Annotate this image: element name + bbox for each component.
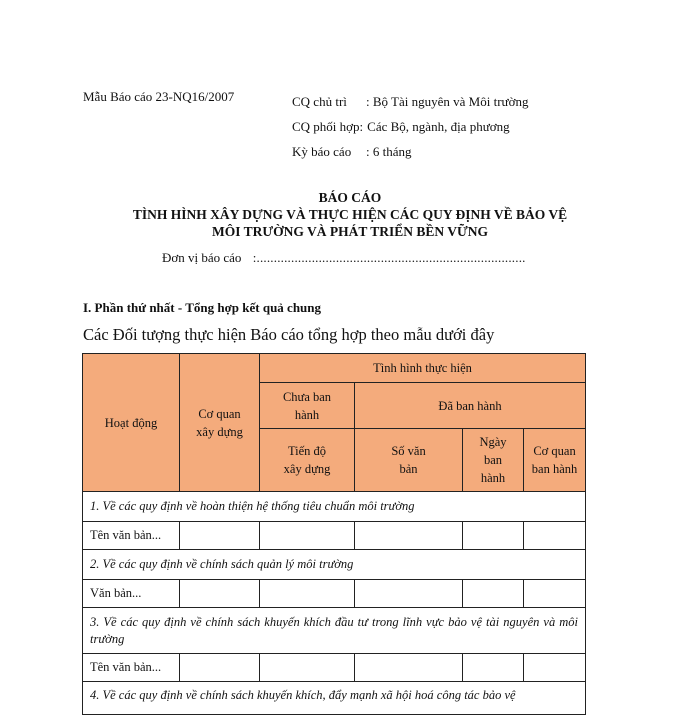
table-cell	[524, 580, 586, 608]
header-activity: Hoạt động	[83, 354, 180, 492]
category-row: 4. Về các quy định về chính sách khuyến khích, đẩy mạnh xã hội hoá công tác bảo vệ	[83, 682, 586, 715]
table-cell	[355, 654, 463, 682]
report-table	[82, 353, 586, 715]
form-code: Mẫu Báo cáo 23-NQ16/2007	[83, 89, 235, 104]
table-cell	[180, 654, 260, 682]
header-issue-date: Ngày ban hành	[463, 429, 524, 492]
table-cell	[463, 580, 524, 608]
header-status: Tình hình thực hiện	[260, 354, 586, 383]
table-cell	[260, 654, 355, 682]
meta-value: : 6 tháng	[366, 144, 412, 159]
table-cell	[180, 580, 260, 608]
meta-value: Các Bộ, ngành, địa phương	[367, 119, 510, 134]
meta-label: CQ chủ trì	[292, 94, 347, 109]
category-row: 3. Về các quy định về chính sách khuyến khích đầu tư trong lĩnh vực bảo vệ tài nguyên và môi trường	[83, 608, 586, 654]
meta-period	[292, 139, 528, 164]
meta-label: CQ phối hợp:	[292, 119, 364, 134]
header-issuing-agency: Cơ quan ban hành	[524, 429, 586, 492]
unit-label: Đơn vị báo cáo	[162, 250, 242, 265]
title-line: TÌNH HÌNH XÂY DỰNG VÀ THỰC HIỆN CÁC QUY ĐỊNH VỀ BẢO VỆ	[132, 207, 568, 222]
unit-value: :..............................................................................	[252, 250, 526, 265]
document-name-cell: Văn bản...	[83, 580, 180, 608]
header-progress: Tiến độ xây dựng	[260, 429, 355, 492]
header-doc-number: Số văn bản	[355, 429, 463, 492]
document-name-cell: Tên văn bản...	[83, 522, 180, 550]
table-cell	[463, 654, 524, 682]
reporting-unit	[162, 250, 526, 266]
category-row: 1. Về các quy định về hoàn thiện hệ thống tiêu chuẩn môi trường	[83, 492, 586, 522]
table-cell	[524, 522, 586, 550]
category-row: 2. Về các quy định về chính sách quản lý môi trường	[83, 550, 586, 580]
meta-coordinating-agency	[292, 114, 528, 139]
header-not-issued: Chưa ban hành	[260, 383, 355, 429]
section-subtitle: Các Đối tượng thực hiện Báo cáo tổng hợp theo mẫu dưới đây	[83, 325, 495, 344]
table-cell	[524, 654, 586, 682]
table-cell	[260, 522, 355, 550]
table-cell	[463, 522, 524, 550]
meta-value: : Bộ Tài nguyên và Môi trường	[366, 94, 529, 109]
report-meta	[292, 89, 528, 164]
table-cell	[180, 522, 260, 550]
table-cell	[260, 580, 355, 608]
header-issued: Đã ban hành	[355, 383, 586, 429]
document-name-cell: Tên văn bản...	[83, 654, 180, 682]
section-heading: I. Phần thứ nhất - Tổng hợp kết quả chung	[83, 300, 322, 315]
title-line: MÔI TRƯỜNG VÀ PHÁT TRIỂN BỀN VỮNG	[211, 224, 489, 239]
title-line: BÁO CÁO	[318, 190, 382, 205]
header-agency: Cơ quan xây dựng	[180, 354, 260, 492]
table-cell	[355, 580, 463, 608]
meta-lead-agency	[292, 89, 528, 114]
report-title	[83, 189, 617, 240]
meta-label: Kỳ báo cáo	[292, 144, 352, 159]
table-cell	[355, 522, 463, 550]
